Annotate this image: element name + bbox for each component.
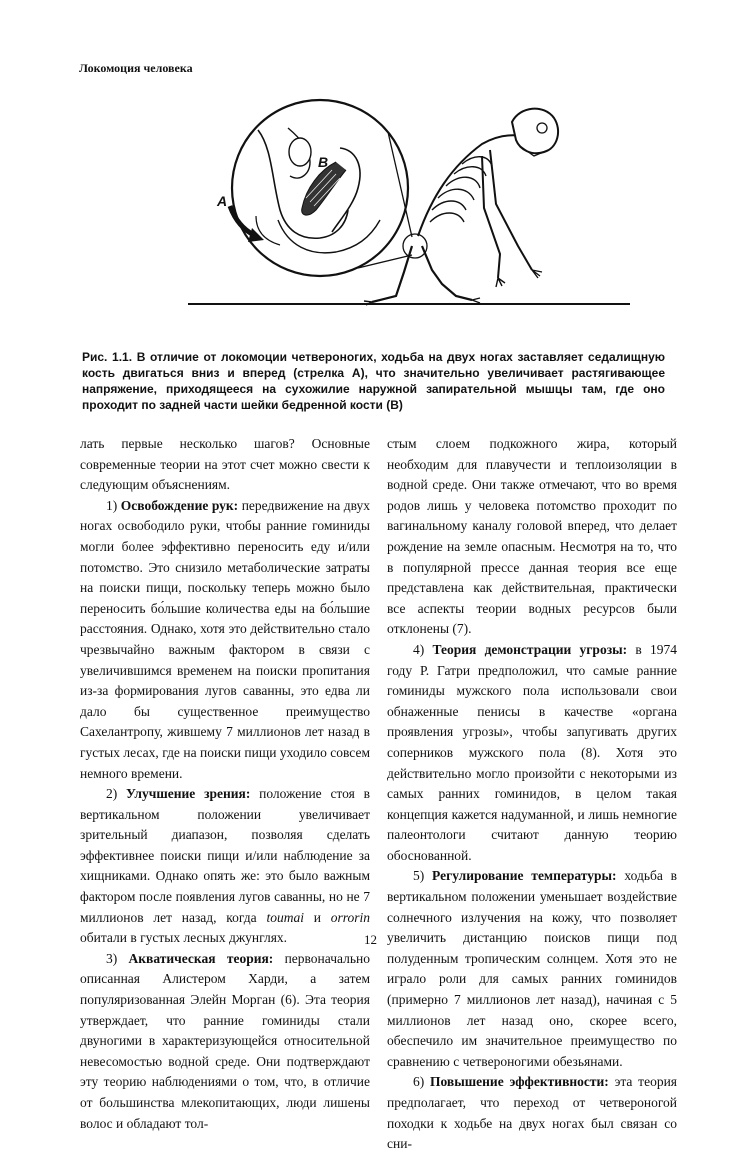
item-text: первоначально описанная Алистером Харди, а затем популяризованная Элейн Морган (6). Эта теория утверждает, что ранние гоминиды стали двуногими в характеризующейся относительной невесомостью водной среде. Они подтверждают эту теорию наблюдениями о том, что, в отличие от большинства млекопитающих, люди лишены волос и обладают тол- (80, 950, 371, 1131)
figure-label-a: A (217, 193, 228, 209)
species-name: toumai (266, 909, 304, 925)
item-text: эта теория предполагает, что переход от четвероногой походки к ходьбе на двух ногах был связан со сни- (387, 1074, 678, 1152)
paragraph-continuation: стым слоем подкожного жира, который необходим для плавучести и теплоизоляции в водной среде. Они также отмечают, что во время родов лишь у человека потомство проходит по вагинальному каналу головой вперед, что делает рождение на земле опасным. Несмотря на то, что в популярной прессе данная теория все еще представлена как действительная, практически все аспекты теории водных ресурсов были отклонены (7). (387, 436, 677, 637)
item-heading: Регулирование температуры: (432, 868, 617, 884)
item-heading: Теория демонстрации угрозы: (432, 641, 628, 657)
right-column (387, 434, 677, 1155)
paragraph-vision (80, 784, 370, 949)
paragraph-efficiency (387, 1072, 677, 1154)
paragraph-threat-display (387, 640, 677, 867)
item-number: 1) (106, 497, 118, 513)
running-head: Локомоция человека (79, 61, 193, 75)
item-heading: Освобождение рук: (120, 497, 239, 513)
item-text: обитали в густых лесных джунглях. (80, 930, 288, 946)
figure-caption: Рис. 1.1. В отличие от локомоции четвероногих, ходьба на двух ногах заставляет седалищную кость двигаться вниз и вперед (стрелка А), что значительно увеличивает растягивающее напряжение, приходящееся на сухожилие наружной запирательной мышцы там, где оно проходит по задней части шейки бедренной кости (В) (82, 350, 665, 412)
item-number: 2) (106, 786, 118, 802)
paragraph-continuation: лать первые несколько шагов? Основные современные теории на этот счет можно свести к следующим объяснениям. (80, 436, 370, 493)
item-text: ходьба в вертикальном положении уменьшает воздействие солнечного излучения на кожу, что позволяет увеличить дистанцию поисков пищи под полуденным тропическим солнцем. Хотя это не играло роли для самых ранних гоминидов (примерно 7 миллионов лет назад), начиная с 5 миллионов лет назад оно, скорее всего, обеспечило им значительное преимущество по сравнению с четвероногими обезьянами. (387, 868, 678, 1069)
item-text: передвижение на двух ногах освободило руки, чтобы ранние гоминиды могли более эффективно переносить еду и/или потомство. Это снизило метаболические затраты на поиски пищи, поскольку теперь можно было переносить бо́льшие количества еды на бо́льшие расстояния. Однако, хотя это действительно стало чрезвычайно важным фактором в связи с увеличившимся временем на поиски пропитания из-за формирования лугов саванны, это едва ли дало бы существенное преимущество Сахелантропу, жившему 7 миллионов лет назад в густых лесах, где на поиски пищи уходило совсем немного времени. (80, 497, 370, 781)
item-number: 6) (413, 1074, 425, 1090)
item-number: 4) (413, 641, 425, 657)
figure-skeleton-illustration (160, 70, 640, 340)
species-name: orrorin (330, 909, 371, 925)
item-heading: Улучшение зрения: (126, 786, 251, 802)
page-number: 12 (364, 932, 377, 947)
item-text: и (313, 909, 321, 925)
item-number: 3) (106, 950, 118, 966)
item-text: в 1974 году Р. Гатри предположил, что самые ранние гоминиды мужского пола использовали свои обнаженные пенисы в качестве «органа проявления угрозы», чтобы запугивать других соперников мужского пола (8). Хотя это действительно могло произойти с некоторыми из самых ранних гоминидов, в целом такая концепция кажется надуманной, и лишь немногие палеонтологи считают данную теорию обоснованной. (387, 641, 678, 863)
item-heading: Акватическая теория: (128, 950, 274, 966)
item-text: положение стоя в вертикальном положении увеличивает зрительный диапазон, позволяя сделать эффективнее поиски пищи и/или наблюдение за хищниками. Однако опять же: это было важным фактором после появления лугов саванны, но не 7 миллионов лет назад, когда (80, 786, 371, 925)
paragraph-temperature (387, 866, 677, 1072)
left-column (80, 434, 370, 1134)
skeleton-drawing (160, 70, 640, 340)
item-number: 5) (413, 868, 425, 884)
figure-label-b: B (318, 154, 329, 170)
paragraph-aquatic (80, 949, 370, 1134)
item-heading: Повышение эффективности: (430, 1074, 609, 1090)
paragraph-free-hands (80, 496, 370, 784)
